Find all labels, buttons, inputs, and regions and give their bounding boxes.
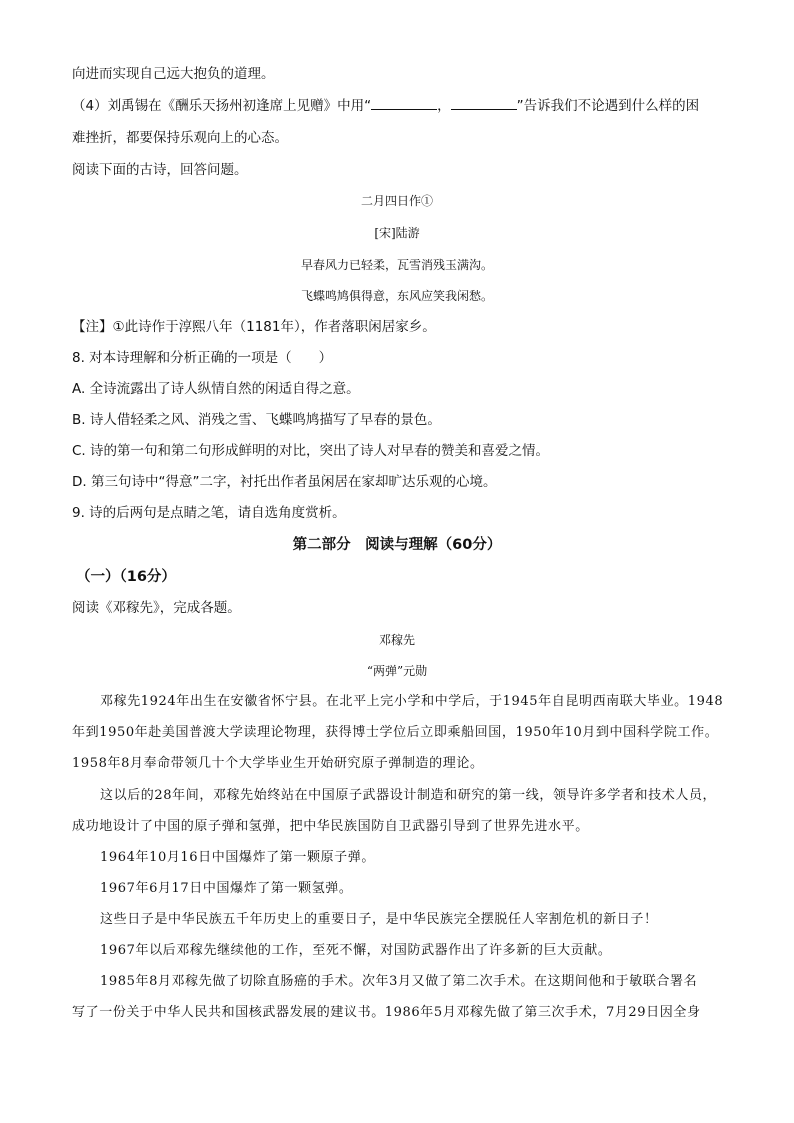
section-heading: （一）（16分） — [76, 569, 176, 585]
option-b[interactable]: B. 诗人借轻柔之风、消残之雪、飞蝶鸣鸠描写了早春的景色。 — [72, 412, 441, 428]
option-d[interactable]: D. 第三句诗中“得意”二字，衬托出作者虽闲居在家却旷达乐观的心境。 — [72, 474, 497, 490]
option-a[interactable]: A. 全诗流露出了诗人纵情自然的闲适自得之意。 — [72, 381, 360, 397]
poem-line: 飞蝶鸣鸠俱得意，东风应笑我闲愁。 — [300, 289, 493, 303]
instruction: 阅读下面的古诗，回答问题。 — [72, 162, 248, 178]
article-title: 邓稼先 — [378, 633, 415, 647]
paragraph-line: 1967年以后邓稼先继续他的工作，至死不懈，对国防武器作出了许多新的巨大贡献。 — [100, 943, 612, 958]
question-9: 9. 诗的后两句是点睛之笔，请自选角度赏析。 — [72, 505, 346, 521]
paragraph-line: 1967年6月17日中国爆炸了第一颗氢弹。 — [100, 881, 353, 896]
question-4-fill-blank — [72, 96, 699, 116]
paragraph-line: 成功地设计了中国的原子弹和氢弹，把中华民族国防自卫武器引导到了世界先进水平。 — [72, 819, 589, 834]
poem-author: [宋]陆游 — [374, 226, 420, 240]
paragraph-line: 写了一份关于中华人民共和国核武器发展的建议书。1986年5月邓稼先做了第三次手术，7月29日因全身 — [72, 1005, 701, 1020]
poem-title: 二月四日作① — [360, 194, 433, 208]
text-line: 向进而实现自己远大抱负的道理。 — [72, 66, 275, 82]
text-line: 难挫折，都要保持乐观向上的心态。 — [72, 130, 288, 146]
part-heading: 第二部分 阅读与理解（60分） — [292, 537, 502, 553]
poem-note: 【注】①此诗作于淳熙八年（1181年），作者落职闲居家乡。 — [72, 319, 436, 335]
paragraph-line: 1958年8月奉命带领几十个大学毕业生开始研究原子弹制造的理论。 — [72, 756, 484, 771]
paragraph-line: 1985年8月邓稼先做了切除直肠癌的手术。次年3月又做了第二次手术。在这期间他和于敏联合署名 — [100, 974, 698, 989]
question-text: （4）刘禹锡在《酬乐天扬州初逢席上见赠》中用“ — [72, 98, 372, 114]
instruction: 阅读《邓稼先》，完成各题。 — [72, 600, 241, 616]
article-subtitle: “两弹”元勋 — [366, 664, 428, 678]
comma: ， — [437, 98, 451, 114]
question-text: ”告诉我们不论遇到什么样的困 — [516, 98, 700, 114]
paragraph-line: 这以后的28年间，邓稼先始终站在中国原子武器设计制造和研究的第一线，领导许多学者和技术人员， — [100, 788, 717, 803]
paragraph-line: 这些日子是中华民族五千年历史上的重要日子，是中华民族完全摆脱任人宰割危机的新日子！ — [100, 912, 658, 927]
option-c[interactable]: C. 诗的第一句和第二句形成鲜明的对比，突出了诗人对早春的赞美和喜爱之情。 — [72, 443, 550, 459]
paragraph-line: 年到1950年赴美国普渡大学读理论物理，获得博士学位后立即乘船回国，1950年10月到中国科学院工作。 — [72, 725, 719, 740]
paragraph-line: 邓稼先1924年出生在安徽省怀宁县。在北平上完小学和中学后，于1945年自昆明西南联大毕业。1948 — [100, 694, 724, 709]
answer-blank-1[interactable] — [371, 96, 437, 110]
answer-blank-2[interactable] — [451, 96, 517, 110]
question-8: 8. 对本诗理解和分析正确的一项是（ ） — [72, 350, 333, 366]
poem-line: 早春风力已轻柔，瓦雪消残玉满沟。 — [300, 258, 493, 272]
paragraph-line: 1964年10月16日中国爆炸了第一颗原子弹。 — [100, 850, 375, 865]
